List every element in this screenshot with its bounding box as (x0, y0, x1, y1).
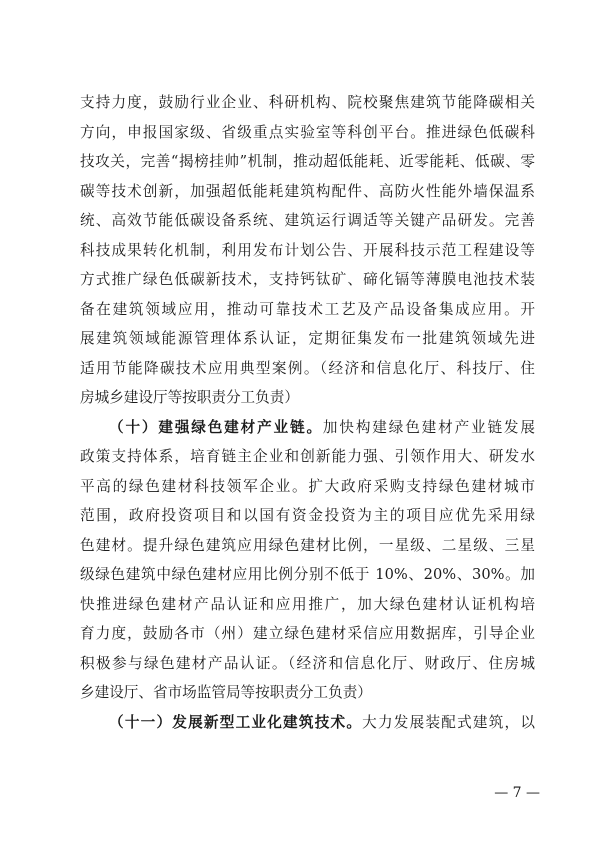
text-line: 支持力度，鼓励行业企业、科研机构、院校聚焦建筑节能降碳相关 (80, 94, 535, 111)
text-line: 展建筑领域能源管理体系认证，定期征集发布一批建筑领域先进 (80, 330, 535, 347)
text-line: 育力度，鼓励各市（州）建立绿色建材采信应用数据库，引导企业 (80, 625, 535, 642)
text-line: 政策支持体系，培育链主企业和创新能力强、引领作用大、研发水 (80, 448, 535, 465)
body-text (80, 88, 535, 737)
text-line: 色建材。提升绿色建筑应用绿色建材比例，一星级、二星级、三星 (80, 536, 535, 554)
text-line: 碳等技术创新，加强超低能耗建筑构配件、高防火性能外墙保温系 (80, 182, 535, 200)
text-line: 科技成果转化机制，利用发布计划公告、开展科技示范工程建设等 (80, 241, 535, 259)
section-10-first-line (80, 413, 535, 443)
text-line: 快推进绿色建材产品认证和应用推广，加大绿色建材认证机构培 (80, 595, 535, 613)
page-number: — 7 — (494, 785, 540, 801)
text-line: 级绿色建筑中绿色建材应用比例分别不低于 10%、20%、30%。加 (80, 566, 535, 583)
text-line: 平高的绿色建材科技领军企业。扩大政府采购支持绿色建材城市 (80, 477, 535, 495)
text-line: 方向，申报国家级、省级重点实验室等科创平台。推进绿色低碳科 (80, 123, 535, 141)
text-line: 乡建设厅、省市场监管局等按职责分工负责） (80, 684, 372, 701)
text-line: 方式推广绿色低碳新技术，支持钙钛矿、碲化镉等薄膜电池技术装 (80, 271, 535, 288)
section-11-industrialized-construction (80, 708, 535, 738)
section-11-heading-rest: 大力发展装配式建筑，以 (362, 713, 535, 731)
section-10-heading: （十）建强绿色建材产业链。 (109, 418, 323, 436)
paragraph-tech-innovation (80, 88, 535, 413)
section-10-green-building-materials (80, 413, 535, 708)
section-10-heading-rest: 加快构建绿色建材产业链发展 (322, 418, 535, 436)
text-line: 统、高效节能低碳设备系统、建筑运行调适等关键产品研发。完善 (80, 212, 535, 229)
section-11-first-line (80, 708, 535, 738)
text-line: 备在建筑领域应用，推动可靠技术工艺及产品设备集成应用。开 (80, 300, 535, 318)
section-11-heading: （十一）发展新型工业化建筑技术。 (109, 713, 363, 731)
text-line: 范围，政府投资项目和以国有资金投资为主的项目应优先采用绿 (80, 507, 535, 524)
text-line: 技攻关，完善“揭榜挂帅”机制，推动超低能耗、近零能耗、低碳、零 (80, 153, 535, 170)
text-line: 积极参与绿色建材产品认证。（经济和信息化厅、财政厅、住房城 (80, 654, 535, 672)
text-line: 适用节能降碳技术应用典型案例。（经济和信息化厅、科技厅、住 (80, 359, 535, 377)
text-line: 房城乡建设厅等按职责分工负责） (80, 389, 299, 406)
